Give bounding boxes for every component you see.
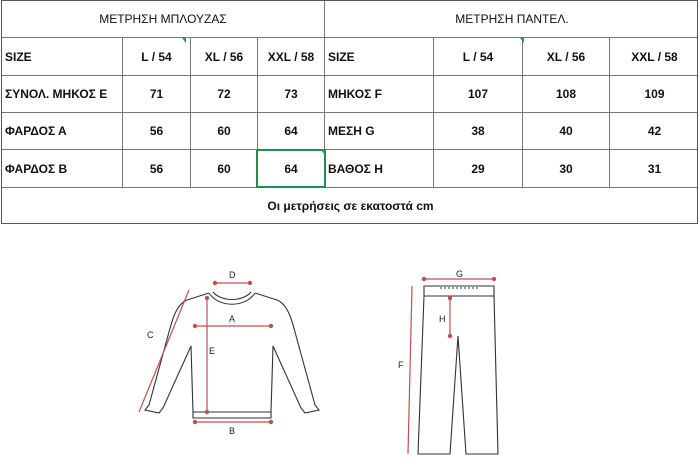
shirt-cell[interactable]: 72 [217,87,231,101]
shirt-table-title: ΜΕΤΡΗΣΗ ΜΠΛΟΥΖΑΣ [99,12,227,26]
shirt-header-size: SIZE [5,49,32,64]
pants-header-xxl: XXL / 58 [631,49,678,64]
label-a: A [229,314,236,324]
size-chart-table [1,0,698,224]
shirt-header-xxl: XXL / 58 [267,49,315,64]
pants-cell[interactable]: 107 [467,87,489,101]
label-d: D [229,270,236,280]
shirt-header-l: L / 54 [141,49,172,64]
pants-header-l: L / 54 [462,49,494,64]
shirt-cell-selected[interactable]: 64 [284,161,298,176]
shirt-cell[interactable]: 56 [149,124,164,138]
shirt-cell[interactable]: 71 [149,87,164,101]
shirt-cell[interactable]: 56 [149,161,164,176]
shirt-row-label: ΦΑΡΔΟΣ Α [5,124,67,138]
pants-header-size: SIZE [328,49,355,64]
pants-cell[interactable]: 40 [559,124,573,138]
fill-handle[interactable] [321,150,325,155]
pants-cell[interactable]: 29 [471,161,485,176]
label-c: C [147,330,154,340]
shirt-outline [145,292,319,418]
label-e: E [209,346,216,356]
comment-indicator [182,38,186,43]
shirt-cell[interactable]: 64 [284,124,298,138]
pants-row-label: ΜΕΣΗ G [328,124,375,138]
shirt-row-label: ΦΑΡΔΟΣ Β [5,161,68,176]
label-f: F [398,360,404,370]
shirt-header-xl: XL / 56 [204,49,244,64]
pants-cell[interactable]: 38 [471,124,485,138]
shirt-measurement-diagram [125,262,340,442]
pants-measurement-diagram [390,264,520,469]
pants-cell[interactable]: 42 [647,124,662,138]
pants-cell[interactable]: 109 [644,87,665,101]
label-h: H [439,314,446,324]
cell-selection-border [256,149,326,188]
shirt-cell[interactable]: 60 [217,161,231,176]
pants-header-xl: XL / 56 [546,49,586,64]
pants-table-title: ΜΕΤΡΗΣΗ ΠΑΝΤΕΛ. [455,12,569,26]
pants-cell[interactable]: 108 [555,87,577,101]
label-g: G [456,269,464,279]
pants-cell[interactable]: 31 [647,161,662,176]
shirt-cell[interactable]: 73 [284,87,298,101]
pants-cell[interactable]: 30 [559,161,573,176]
measurement-unit-note: Οι μετρήσεις σε εκατοστά cm [267,199,434,213]
pants-row-label: ΒΑΘΟΣ Η [328,161,383,176]
pants-row-label: ΜΗΚΟΣ F [328,87,382,101]
shirt-cell[interactable]: 60 [217,124,231,138]
label-b: B [229,426,236,436]
pants-outline [418,286,498,454]
shirt-row-label: ΣΥΝΟΛ. ΜΗΚΟΣ Ε [5,87,108,101]
shirt-dimension-lines [139,281,273,423]
comment-indicator [520,38,524,43]
